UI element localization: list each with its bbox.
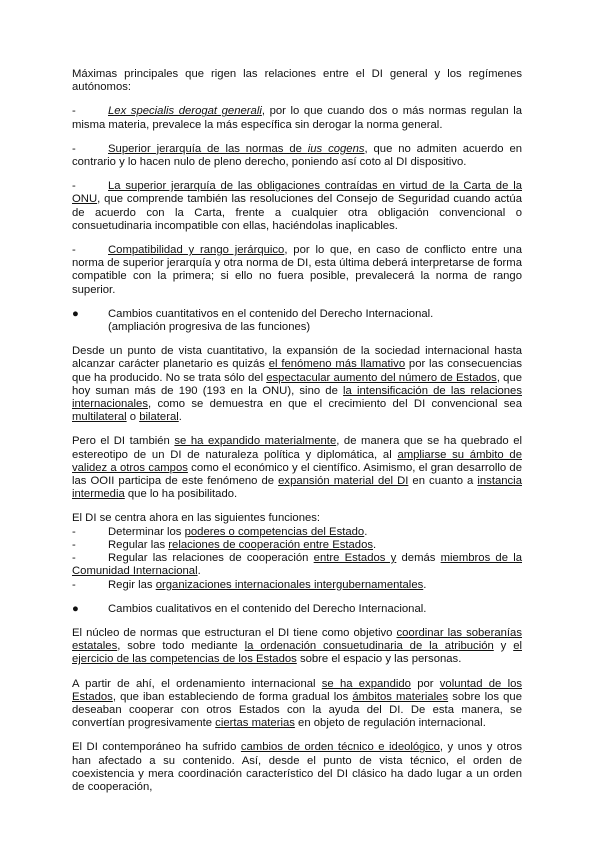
dash-marker: - [72, 578, 76, 591]
underlined-text: bilateral [139, 411, 179, 424]
underlined-text: la intensificación de las relaciones internacionales [72, 384, 522, 411]
maxim-carta-onu [72, 180, 522, 233]
underlined-text: coordinar las soberanías estatales [72, 626, 522, 653]
text: A partir de ahí, el ordenamiento internacional [72, 677, 322, 690]
intro-paragraph: Máximas principales que rigen las relaciones entre el DI general y los regímenes autónomos: [72, 68, 522, 94]
functions-list [72, 512, 522, 591]
bullet-cuantitativos [72, 308, 522, 334]
maxim-term-italic: ius cogens [307, 142, 365, 155]
text: por las consecuencias que ha producido. No se trata sólo del [72, 358, 523, 384]
underlined-text: el ejercicio de las competencias de los Estados [72, 640, 522, 666]
text: , que hoy suman más de 190 (193 en la ONU), sino de [72, 371, 522, 397]
underlined-text: expansión material del DI [278, 475, 409, 488]
bullet-cualitativos [72, 603, 522, 616]
underlined-text: instancia intermedia [72, 475, 522, 501]
text: , sobre todo mediante [117, 640, 245, 653]
underlined-text: cambios de orden técnico e ideológico [240, 741, 440, 754]
maxim-term: La superior jerarquía de las obligaciones contraídas en virtud de la Carta de la ONU [72, 180, 522, 206]
text: como el económico y el científico. Asimismo, el gran desarrollo de las OOII participa de este fenómeno de [72, 461, 522, 488]
text: . [423, 578, 427, 591]
maxim-text: , por lo que, en caso de conflicto entre una norma de superior jerarquía y otra norma de DI, esta última deberá interpretarse de forma compatible con la primera; si ello no fuera posible, prevalecerá la norma de rango superior. [72, 244, 522, 296]
underlined-text: ampliarse su ámbito de validez a otros campos [72, 448, 522, 474]
text: . [178, 411, 182, 424]
dash-marker: - [72, 105, 76, 118]
maxim-term: Compatibilidad y rango jerárquico [108, 244, 285, 257]
underlined-text: miembros de la Comunidad Internacional [72, 552, 522, 578]
text: Regir las [108, 578, 156, 591]
text: Pero el DI también [72, 435, 175, 448]
maxim-text: , que no admiten acuerdo en contrario y lo hacen nulo de pleno derecho, poniendo así coto al DI dispositivo. [72, 142, 523, 169]
underlined-text: ciertas materias [215, 717, 295, 730]
underlined-text: se ha expandido materialmente [174, 435, 337, 448]
dash-marker: - [72, 552, 76, 565]
text: , de manera que se ha quebrado el estereotipo de un DI de naturaleza política y diplomática, al [72, 435, 522, 461]
text: Determinar los [108, 525, 185, 538]
dash-marker: - [72, 180, 76, 193]
dash-marker: - [72, 244, 76, 257]
text: que lo ha posibilitado. [124, 488, 238, 501]
underlined-text: espectacular aumento del número de Estados [266, 371, 497, 384]
paragraph-expansion [72, 678, 522, 731]
text: o [126, 411, 140, 424]
text: . [197, 565, 201, 578]
underlined-text: la ordenación consuetudinaria de la atribución [244, 640, 494, 653]
text: sobre el espacio y las personas. [296, 653, 462, 666]
underlined-text: el fenómeno más llamativo [268, 358, 406, 371]
bullet-icon: ● [72, 307, 79, 320]
text: , como se demuestra en que el crecimiento del DI convencional sea [148, 398, 522, 411]
functions-heading: El DI se centra ahora en las siguientes funciones: [72, 512, 321, 525]
underlined-text: se ha expandido [321, 677, 411, 690]
text: por [410, 677, 440, 690]
function-item [72, 552, 522, 578]
document-page [72, 68, 522, 805]
bullet-title: Cambios cualitativos en el contenido del Derecho Internacional. [108, 602, 427, 615]
text: . [364, 525, 368, 538]
text: , y unos y otros han afectado a su contenido. Así, desde el punto de vista técnico, el orden de coexistencia y mera coordinación característico del DI clásico ha dado lugar a un orden de cooperación, [72, 741, 522, 793]
paragraph-material [72, 435, 522, 501]
text: en cuanto a [408, 475, 478, 488]
paragraph-contemporaneo [72, 741, 522, 794]
paragraph-cuantitativo [72, 345, 522, 424]
bullet-title: Cambios cuantitativos en el contenido del Derecho Internacional. [108, 307, 434, 320]
text: en objeto de regulación internacional. [294, 717, 486, 730]
underlined-text: entre Estados y [313, 552, 397, 565]
maxim-ius-cogens [72, 143, 522, 169]
text: Regular las relaciones de cooperación [108, 552, 314, 565]
underlined-text: relaciones de cooperación entre Estados [168, 538, 374, 551]
maxim-term: Superior jerarquía de las normas de [108, 142, 308, 155]
underlined-text: multilateral [72, 411, 127, 424]
maxim-compatibilidad [72, 244, 522, 297]
bullet-subtitle: (ampliación progresiva de las funciones) [108, 321, 311, 334]
text: Desde un punto de vista cuantitativo, la expansión de la sociedad internacional hasta alcanzar carácter planetario es quizás [72, 345, 522, 371]
underlined-text: voluntad de los Estados [72, 677, 523, 703]
function-item [72, 526, 522, 539]
underlined-text: organizaciones internacionales intergubernamentales [155, 578, 424, 591]
bullet-icon: ● [72, 602, 79, 615]
dash-marker: - [72, 142, 76, 155]
dash-marker: - [72, 525, 76, 538]
text: . [373, 538, 377, 551]
text: y [493, 640, 514, 653]
text: sobre los que deseaban cooperar con otros Estados con la ayuda del DI. De esta manera, se convertían progresivamente [72, 690, 522, 730]
underlined-text: poderes o competencias del Estado [184, 525, 365, 538]
function-item [72, 579, 522, 592]
text: El núcleo de normas que estructuran el DI tiene como objetivo [72, 626, 397, 639]
text: , que iban estableciendo de forma gradual los [112, 690, 353, 703]
text: demás [396, 552, 441, 565]
underlined-text: ámbitos materiales [352, 690, 449, 703]
maxim-text: , que comprende también las resoluciones del Consejo de Seguridad cuando actúa de acuerdo con la Carta, frente a cualquier otra obligación convencional o consuetudinaria incompatible con ellas, haciéndolas inaplicables. [72, 193, 522, 232]
dash-marker: - [72, 538, 76, 551]
function-item [72, 539, 522, 552]
text: Regular las [108, 538, 169, 551]
maxim-text: , por lo que cuando dos o más normas regulan la misma materia, prevalece la más específica sin derogar la norma general. [72, 105, 523, 131]
text: El DI contemporáneo ha sufrido [72, 741, 241, 754]
paragraph-nucleo [72, 627, 522, 667]
maxim-lex-specialis [72, 105, 522, 131]
maxim-term: Lex specialis derogat generali [108, 105, 262, 118]
